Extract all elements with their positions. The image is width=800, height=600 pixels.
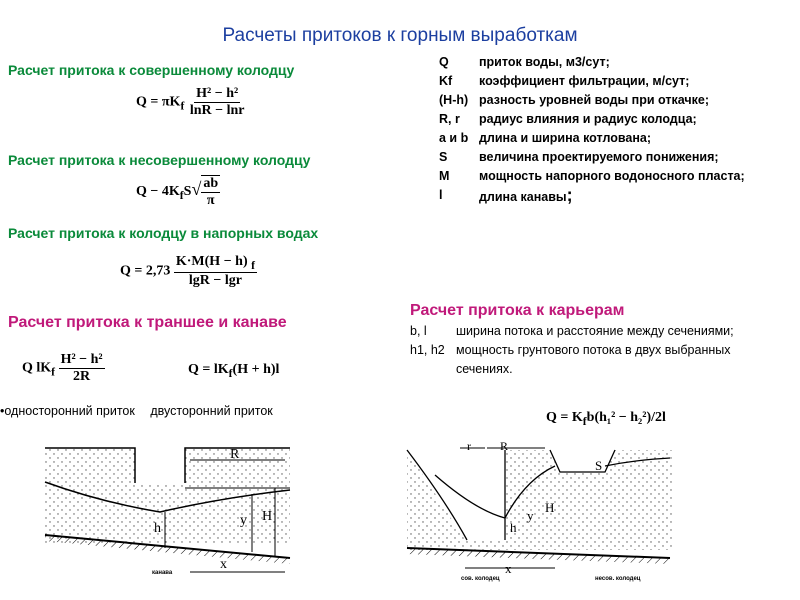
formula-denominator: 2R: [73, 369, 91, 384]
formula-fraction: [174, 254, 257, 289]
quarry-text: ширина потока и расстояние между сечениями;: [456, 324, 734, 338]
definition-row: [439, 129, 764, 148]
formula-sub: f: [179, 189, 184, 203]
formula-numerator: ab: [203, 176, 219, 191]
definition-row: [439, 91, 764, 110]
label-x: x: [220, 557, 227, 572]
formula-left: Q = 2,73: [120, 263, 171, 279]
definition-row: [439, 148, 764, 167]
formula-fraction: [188, 86, 247, 119]
formula-text: Q = K: [546, 410, 583, 425]
formula-rest: (H + h)l: [232, 362, 280, 377]
formula-sub: f: [180, 99, 185, 113]
well-imperfect: [550, 450, 615, 472]
formula-left: Q = πK: [136, 94, 181, 110]
formula-fraction: [59, 352, 105, 385]
label-h: h: [510, 520, 517, 535]
label-R: R: [500, 440, 509, 453]
quarry-diagram: [405, 440, 675, 585]
label-x: x: [505, 561, 512, 576]
caption-right: несов. колодец: [595, 576, 641, 582]
definition-symbol: R, r: [439, 112, 460, 126]
formula-denominator: π: [206, 193, 215, 208]
formula-imperfect-well: [136, 175, 220, 209]
definition-text: радиус влияния и радиус колодца;: [479, 112, 697, 126]
formula-fraction: [201, 175, 220, 209]
formula-rest: b(h₁² − h₂²)/2l: [586, 410, 666, 425]
formula-denominator: lgR − lgr: [188, 272, 242, 288]
formula-sub: f: [251, 258, 256, 272]
definition-tail: ;: [566, 185, 573, 205]
quarry-definitions: [410, 322, 755, 379]
quarry-symbol: h1, h2: [410, 343, 445, 357]
formula-sub: f: [228, 366, 233, 380]
definition-symbol: S: [439, 150, 448, 164]
quarry-definition-row: [410, 341, 755, 379]
trench-cut: [135, 448, 185, 483]
label-H: H: [262, 509, 273, 524]
definition-text: приток воды, м3/сут;: [479, 55, 610, 69]
formula-trench-two: [188, 362, 279, 380]
definition-row: [439, 110, 764, 129]
formula-mid: S: [183, 184, 192, 200]
definition-row: [439, 53, 764, 72]
sqrt-icon: √: [191, 179, 202, 200]
heading-trench: Расчет притока к траншее и канаве: [8, 314, 287, 331]
label-y: y: [527, 508, 534, 523]
label-h: h: [154, 521, 161, 536]
formula-left: Q − 4K: [136, 184, 180, 200]
definition-text: мощность напорного водоносного пласта;: [479, 169, 745, 183]
label-R: R: [230, 447, 240, 462]
label-two-sided: двусторонний приток: [150, 404, 273, 418]
heading-perfect-well: Расчет притока к совершенному колодцу: [8, 62, 295, 78]
formula-trench-one: [22, 352, 105, 385]
heading-imperfect-well: Расчет притока к несовершенному колодцу: [8, 152, 311, 168]
definition-row: [439, 186, 764, 207]
formula-quarry: [546, 410, 666, 428]
definition-text: величина проектируемого понижения;: [479, 150, 719, 164]
formula-sub: f: [51, 365, 56, 379]
formula-numerator: [174, 254, 257, 273]
definition-text: длина и ширина котлована;: [479, 131, 652, 145]
definitions-list: [439, 53, 764, 207]
definition-row: [439, 167, 764, 186]
label-H: H: [545, 500, 555, 515]
formula-text: Q = lK: [188, 362, 229, 377]
formula-numerator: H² − h²: [196, 86, 239, 101]
heading-quarry: Расчет притока к карьерам: [410, 302, 625, 319]
trench-diagram: [40, 440, 300, 580]
heading-pressure-well: Расчет притока к колодцу в напорных водах: [8, 225, 319, 241]
trench-labels: [0, 404, 273, 418]
quarry-definition-row: [410, 322, 755, 341]
definition-text: коэффициент фильтрации, м/сут;: [479, 74, 690, 88]
caption-trench: канава: [152, 570, 173, 576]
caption-left: сов. колодец: [461, 576, 500, 582]
formula-perfect-well: [136, 86, 246, 119]
formula-numerator-text: K·M(H − h): [175, 254, 248, 269]
formula-numerator: H² − h²: [60, 352, 103, 367]
label-one-sided: •односторонний приток: [0, 404, 135, 418]
quarry-symbol: b, l: [410, 324, 427, 338]
formula-sub: f: [582, 414, 587, 428]
definition-symbol: Kf: [439, 74, 453, 88]
definition-symbol: a и b: [439, 131, 469, 145]
formula-denominator: lnR − lnr: [189, 103, 245, 118]
definition-symbol: (H-h): [439, 93, 469, 107]
label-S: S: [595, 458, 603, 473]
formula-left: Q lK: [22, 360, 52, 376]
label-y: y: [240, 513, 247, 528]
definition-symbol: l: [439, 188, 443, 202]
quarry-text: мощность грунтового потока в двух выбранных сечениях.: [456, 343, 731, 376]
definition-symbol: M: [439, 169, 450, 183]
page-title: Расчеты притоков к горным выработкам: [222, 25, 578, 46]
definition-row: [439, 72, 764, 91]
definition-text: разность уровней воды при откачке;: [479, 93, 709, 107]
definition-symbol: Q: [439, 55, 449, 69]
definition-text: длина канавы;: [479, 185, 573, 205]
formula-pressure-well: [120, 254, 257, 289]
label-r: r: [467, 440, 471, 453]
